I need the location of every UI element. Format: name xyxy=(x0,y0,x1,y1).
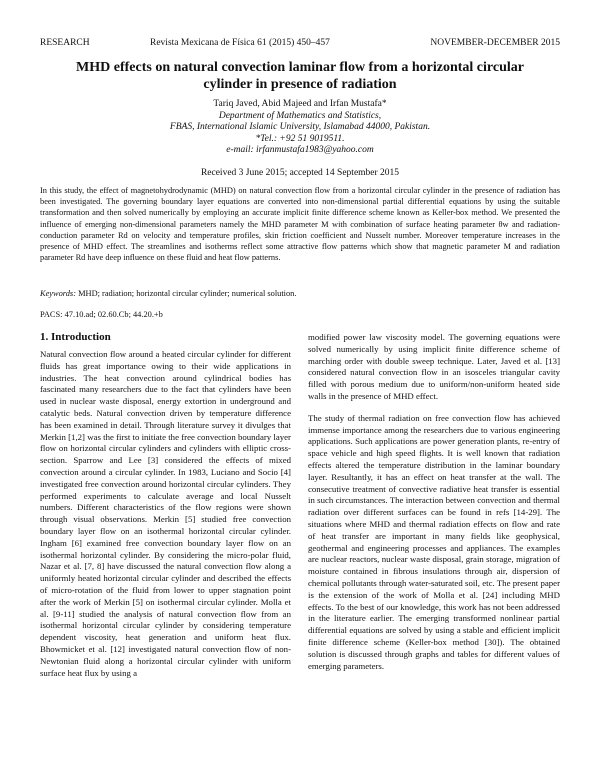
pacs-codes: PACS: 47.10.ad; 02.60.Cb; 44.20.+b xyxy=(40,310,163,319)
intro-paragraph-3: The study of thermal radiation on free convection flow has achieved immense importance among the researchers due to various engineering applications. Such applications are power generation plants, re-entry of space vehicle and high speed flights. It is well known that radiation effects altered the temperature distribution in the laminar boundary layer. Resultantly, it has an effect on heat transfer at the wall. The consecutive treatment of convective radiative heat transfer is essential in such circumstances. The interaction between convection and thermal radiation over different surfaces can be found in refs [14-29]. The situations where MHD and thermal radiation effects on flow and rate of heat transfer are important in many fields like geophysical, geothermal and engineering processes and appliances. The examples are nuclear reactors, nuclear waste disposal, grain storage, migration of moisture contained in fibrous insulations through air, dispersion of chemical pollutants through water-saturated soil, etc. The present paper is the extension of the work of Molla et al. [24] including MHD effects. To the best of our knowledge, this work has not been addressed in the literature earlier. The emerging transformed nonlinear partial differential equations are solved by using a stable and efficient implicit finite difference scheme (Keller-box method [30]). The obtained solution is discussed through graphs and tables for different values of emerging parameters. xyxy=(308,412,560,671)
author-block xyxy=(40,99,560,157)
keywords xyxy=(40,289,560,298)
author-names: Tariq Javed, Abid Majeed and Irfan Mustafa* xyxy=(213,99,387,109)
header-journal: Revista Mexicana de Física 61 (2015) 450–457 xyxy=(150,38,330,48)
affiliation-dept: Department of Mathematics and Statistics, xyxy=(218,110,382,121)
affiliation-email: e-mail: irfanmustafa1983@yahoo.com xyxy=(226,145,374,155)
right-column xyxy=(308,332,560,672)
received-dates: Received 3 June 2015; accepted 14 September 2015 xyxy=(200,168,400,178)
intro-paragraph-2: modified power law viscosity model. The governing equations were solved numerically by using implicit finite difference scheme of marching order with double sweep technique. Later, Javed et al. [13] considered natural convection flow in an isosceles triangular cavity filled with porous medium due to uniform/non-uniform heated side walls in the presence of MHD effect. xyxy=(308,332,560,401)
intro-paragraph-1: Natural convection flow around a heated circular cylinder for different fluids has great importance owing to their wide applications in industries. The heat convection around cylindrical bodies has fascinated many researchers due to the fact that cylinders have been used in nuclear waste disposal, energy extortion in underground and catalytic beds. Natural convection driven by temperature difference has been examined in detail. Through literature survey it divulges that Merkin [1,2] was the first to initiate the free convection boundary layer flow on horizontal circular cylinders and cylinders with elliptic cross-section. Sparrow and Lee [3] considered the effects of mixed convection around a circular cylinder. In 1983, Luciano and Socio [4] investigated free convection around horizontal circular cylinders. They performed experiments to calculate average and local Nusselt numbers. Different characteristics of the flow regions were shown through visual observations. Merkin [5] studied free convection boundary layer flow on an isothermal horizontal circular cylinder. Ingham [6] examined free convection boundary layer flow on an isothermal horizontal cylinder. By considering the micro-polar fluid, Nazar et al. [7, 8] have discussed the natural convection flow along a uniformly heated horizontal circular cylinder and described the effects of micro-rotation of the fluid from lower to upper stagnation point after the work of Merkin [5] on isothermal circular cylinder. Molla et al. [9-11] studied the analysis of natural convection flow from an isothermal horizontal circular cylinder by considering temperature dependent viscosity, heat generation and uniform heat flux. Bhowmicket et al. [12] investigated natural convection flow of non-Newtonian fluid along a horizontal circular cylinder with uniform surface heat flux by using a xyxy=(40,349,291,678)
header-date: NOVEMBER-DECEMBER 2015 xyxy=(430,38,560,48)
keywords-label: Keywords: xyxy=(40,289,76,298)
affiliation-tel: *Tel.: +92 51 9019511. xyxy=(255,133,345,144)
section-heading: 1. Introduction xyxy=(40,331,111,343)
paper-title: MHD effects on natural convection laminar flow from a horizontal circular cylinder in presence of radiation xyxy=(76,60,524,92)
running-header xyxy=(40,38,560,52)
left-column xyxy=(40,349,291,679)
affiliation-univ: FBAS, International Islamic University, Islamabad 44000, Pakistan. xyxy=(169,122,431,132)
keywords-text: MHD; radiation; horizontal circular cylinder; numerical solution. xyxy=(78,289,297,298)
abstract-text: In this study, the effect of magnetohydrodynamic (MHD) on natural convection flow from a horizontal circular cylinder in the presence of radiation has been investigated. The governing boundary layer equations are converted into non-dimensional partial differential equations by using the suitable transformation and then solved numerically by employing an accurate implicit finite difference scheme known as Keller-box method. We presented the influence of emerging non-dimensional parameters namely the MHD parameter M with combination of surface heating parameter θw and radiation-conduction parameter Rd on velocity and temperature profiles, skin friction coefficient and Nusselt number. Moreover temperature increases in the presence of MHD effect. The streamlines and isotherms reflect some attractive flow patterns which show that magnetic parameter M and radiation parameter Rd have deep influence on these fluid and heat flow patterns. xyxy=(40,186,560,263)
abstract xyxy=(40,185,560,263)
header-section: RESEARCH xyxy=(40,38,90,48)
